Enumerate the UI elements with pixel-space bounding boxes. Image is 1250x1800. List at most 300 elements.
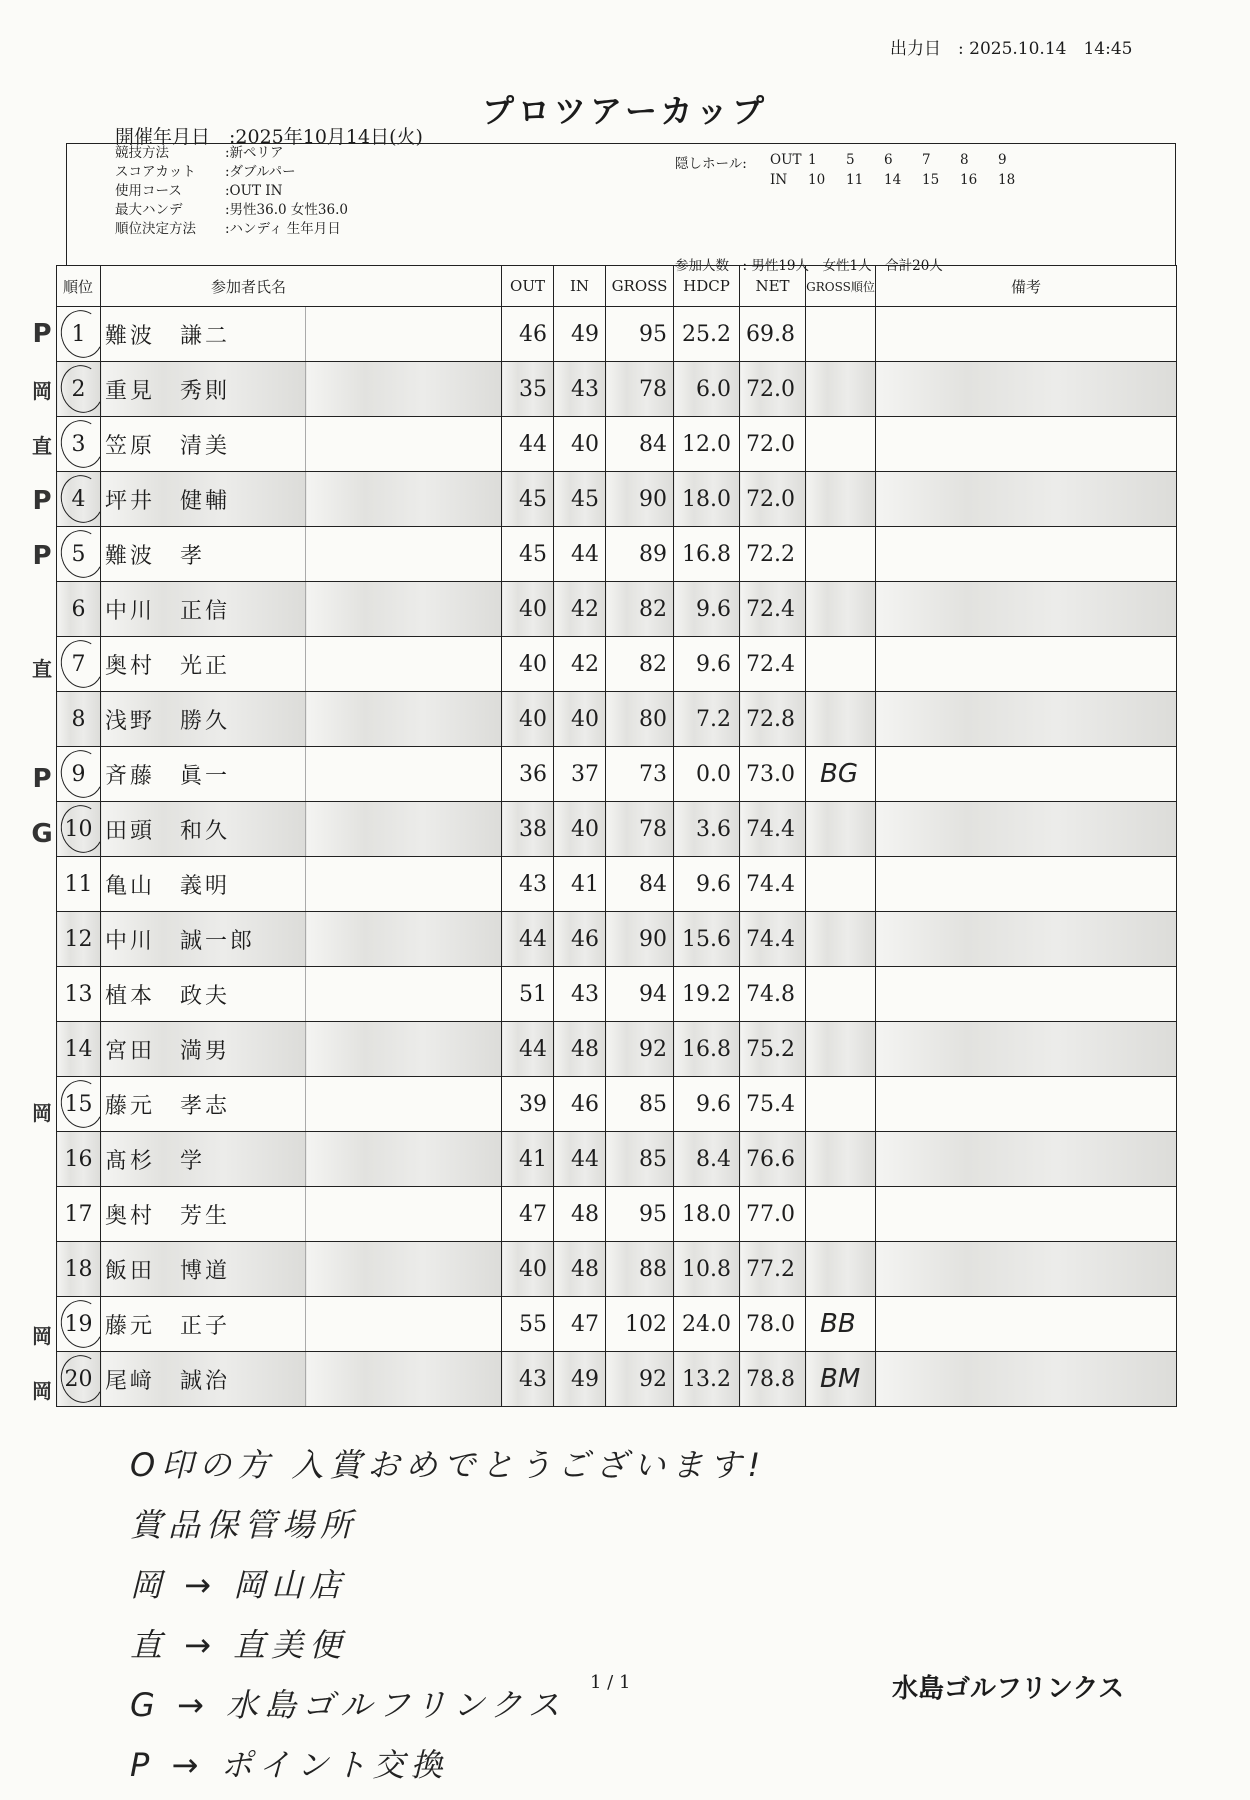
table-row <box>57 1242 1177 1297</box>
remarks-cell <box>876 1022 1177 1077</box>
name-spacer <box>306 527 502 582</box>
rank-cell <box>57 912 101 967</box>
out-score: 46 <box>502 307 554 362</box>
results-table-wrap <box>31 265 1176 1407</box>
rank-number: 9 <box>71 761 86 787</box>
header-rank: 順位 <box>57 266 101 307</box>
handicap: 25.2 <box>674 307 740 362</box>
handicap: 24.0 <box>674 1297 740 1352</box>
page-number: 1 / 1 <box>590 1672 631 1693</box>
table-header-row <box>57 266 1177 307</box>
table-row <box>57 527 1177 582</box>
remarks-cell <box>876 1132 1177 1187</box>
header-net: NET <box>740 266 806 307</box>
out-score: 43 <box>502 1352 554 1407</box>
handicap: 0.0 <box>674 747 740 802</box>
results-table <box>56 265 1177 1407</box>
prize-location-mark: P <box>32 319 52 349</box>
player-name: 尾﨑 誠治 <box>101 1352 306 1407</box>
out-score: 41 <box>502 1132 554 1187</box>
remarks-cell <box>876 747 1177 802</box>
table-row <box>57 967 1177 1022</box>
rank-cell <box>57 692 101 747</box>
handicap: 8.4 <box>674 1132 740 1187</box>
gross-rank-remark <box>806 1077 876 1132</box>
player-name: 難波 謙二 <box>101 307 306 362</box>
gross-rank-remark <box>806 692 876 747</box>
output-date: 出力日 : 2025.10.14 14:45 <box>890 39 1133 59</box>
remarks-cell <box>876 692 1177 747</box>
rank-number: 15 <box>64 1091 93 1117</box>
info-value: :新ペリア <box>225 145 284 161</box>
in-score: 40 <box>554 802 606 857</box>
rank-number: 8 <box>71 706 86 732</box>
prize-location-mark: 岡 <box>32 1101 52 1126</box>
net-score: 72.0 <box>740 417 806 472</box>
name-spacer <box>306 1242 502 1297</box>
in-score: 42 <box>554 582 606 637</box>
net-score: 72.4 <box>740 582 806 637</box>
remarks-cell <box>876 307 1177 362</box>
table-row <box>57 802 1177 857</box>
out-score: 55 <box>502 1297 554 1352</box>
gross-rank-remark <box>806 1132 876 1187</box>
name-spacer <box>306 1187 502 1242</box>
info-label: 順位決定方法 <box>115 221 196 237</box>
out-score: 35 <box>502 362 554 417</box>
info-label: 競技方法 <box>115 145 169 161</box>
gross-score: 92 <box>606 1352 674 1407</box>
in-score: 37 <box>554 747 606 802</box>
name-spacer <box>306 362 502 417</box>
gross-rank-remark <box>806 582 876 637</box>
hidden-holes-in <box>770 172 1036 188</box>
gross-score: 84 <box>606 857 674 912</box>
hidden-holes-out-label: OUT <box>770 152 802 168</box>
table-row <box>57 1187 1177 1242</box>
net-score: 72.2 <box>740 527 806 582</box>
out-score: 45 <box>502 472 554 527</box>
remarks-cell <box>876 417 1177 472</box>
in-score: 49 <box>554 307 606 362</box>
prize-location-mark: P <box>32 485 52 516</box>
handwritten-line: G → 水島ゴルフリンクス <box>130 1686 566 1724</box>
gross-rank-remark <box>806 307 876 362</box>
rank-number: 14 <box>64 1036 93 1062</box>
gross-score: 84 <box>606 417 674 472</box>
net-score: 77.0 <box>740 1187 806 1242</box>
competition-info-row <box>115 141 284 161</box>
rank-cell <box>57 472 101 527</box>
out-score: 40 <box>502 637 554 692</box>
hidden-holes <box>675 152 1016 188</box>
gross-rank-remark <box>806 472 876 527</box>
table-row <box>57 637 1177 692</box>
header-gross: GROSS <box>606 266 674 307</box>
table-row <box>57 472 1177 527</box>
in-score: 44 <box>554 1132 606 1187</box>
gross-score: 80 <box>606 692 674 747</box>
hidden-hole-number: 8 <box>960 152 969 168</box>
out-score: 43 <box>502 857 554 912</box>
info-value: :ダブルパー <box>225 164 296 180</box>
rank-number: 18 <box>64 1256 93 1282</box>
handwritten-line: 直 → 直美便 <box>130 1626 348 1664</box>
name-spacer <box>306 747 502 802</box>
gross-rank-remark <box>806 1187 876 1242</box>
remarks-cell <box>876 472 1177 527</box>
table-row <box>57 1077 1177 1132</box>
prize-location-mark: P <box>32 763 52 794</box>
rank-number: 10 <box>64 816 93 842</box>
name-spacer <box>306 417 502 472</box>
rank-number: 2 <box>71 376 86 402</box>
gross-score: 94 <box>606 967 674 1022</box>
in-score: 45 <box>554 472 606 527</box>
hidden-hole-number: 11 <box>846 172 864 188</box>
in-score: 47 <box>554 1297 606 1352</box>
net-score: 72.0 <box>740 472 806 527</box>
in-score: 40 <box>554 417 606 472</box>
hidden-holes-label: 隠しホール: <box>675 156 747 172</box>
remarks-cell <box>876 912 1177 967</box>
table-row <box>57 747 1177 802</box>
handicap: 9.6 <box>674 857 740 912</box>
table-row <box>57 912 1177 967</box>
net-score: 74.4 <box>740 802 806 857</box>
gross-rank-remark <box>806 1022 876 1077</box>
handicap: 18.0 <box>674 472 740 527</box>
hidden-hole-number: 10 <box>808 172 826 188</box>
out-score: 36 <box>502 747 554 802</box>
gross-score: 102 <box>606 1297 674 1352</box>
hidden-hole-number: 5 <box>846 152 855 168</box>
rank-number: 17 <box>64 1201 93 1227</box>
prize-location-mark: 岡 <box>32 1323 52 1348</box>
player-name: 髙杉 学 <box>101 1132 306 1187</box>
name-spacer <box>306 1352 502 1407</box>
player-name: 宮田 満男 <box>101 1022 306 1077</box>
player-name: 藤元 孝志 <box>101 1077 306 1132</box>
table-row <box>57 307 1177 362</box>
player-name: 亀山 義明 <box>101 857 306 912</box>
out-score: 44 <box>502 912 554 967</box>
remarks-cell <box>876 362 1177 417</box>
handicap: 15.6 <box>674 912 740 967</box>
rank-number: 6 <box>71 596 86 622</box>
in-score: 48 <box>554 1022 606 1077</box>
player-name: 中川 誠一郎 <box>101 912 306 967</box>
player-name: 斉藤 眞一 <box>101 747 306 802</box>
out-score: 40 <box>502 1242 554 1297</box>
rank-cell <box>57 967 101 1022</box>
prize-location-mark: 直 <box>32 656 52 681</box>
gross-score: 73 <box>606 747 674 802</box>
net-score: 76.6 <box>740 1132 806 1187</box>
competition-info-row <box>115 160 296 180</box>
header-in: IN <box>554 266 606 307</box>
net-score: 74.8 <box>740 967 806 1022</box>
rank-cell <box>57 1242 101 1297</box>
gross-score: 95 <box>606 1187 674 1242</box>
player-name: 浅野 勝久 <box>101 692 306 747</box>
remarks-cell <box>876 1077 1177 1132</box>
rank-number: 3 <box>71 431 86 457</box>
handicap: 16.8 <box>674 527 740 582</box>
gross-rank-remark <box>806 362 876 417</box>
rank-cell <box>57 362 101 417</box>
player-name: 中川 正信 <box>101 582 306 637</box>
gross-rank-remark: BM <box>806 1352 876 1407</box>
info-value: :OUT IN <box>225 183 283 199</box>
in-score: 49 <box>554 1352 606 1407</box>
prize-location-mark: 直 <box>32 434 52 459</box>
competition-info-box <box>66 143 1176 274</box>
header-gross-rank: GROSS順位 <box>806 266 876 307</box>
out-score: 44 <box>502 417 554 472</box>
name-spacer <box>306 1297 502 1352</box>
player-name: 飯田 博道 <box>101 1242 306 1297</box>
net-score: 75.4 <box>740 1077 806 1132</box>
player-name: 田頭 和久 <box>101 802 306 857</box>
header-out: OUT <box>502 266 554 307</box>
out-score: 38 <box>502 802 554 857</box>
info-value: :男性36.0 女性36.0 <box>225 202 348 218</box>
header-name: 参加者氏名 <box>101 266 502 307</box>
remarks-cell <box>876 1352 1177 1407</box>
gross-rank-remark <box>806 802 876 857</box>
name-spacer <box>306 582 502 637</box>
gross-score: 78 <box>606 802 674 857</box>
participant-count: 参加人数 : 男性19人 女性1人 合計20人 <box>675 258 943 274</box>
handwritten-line: 賞品保管場所 <box>130 1506 359 1544</box>
net-score: 77.2 <box>740 1242 806 1297</box>
gross-score: 85 <box>606 1132 674 1187</box>
in-score: 43 <box>554 967 606 1022</box>
prize-location-mark: G <box>31 819 53 850</box>
table-row <box>57 1132 1177 1187</box>
handicap: 9.6 <box>674 637 740 692</box>
hidden-holes-out <box>770 152 1036 168</box>
in-score: 41 <box>554 857 606 912</box>
in-score: 43 <box>554 362 606 417</box>
rank-cell <box>57 582 101 637</box>
in-score: 48 <box>554 1242 606 1297</box>
net-score: 69.8 <box>740 307 806 362</box>
net-score: 72.4 <box>740 637 806 692</box>
in-score: 40 <box>554 692 606 747</box>
net-score: 72.8 <box>740 692 806 747</box>
rank-cell <box>57 1352 101 1407</box>
gross-rank-remark <box>806 857 876 912</box>
rank-number: 11 <box>64 871 93 897</box>
handicap: 19.2 <box>674 967 740 1022</box>
prize-location-mark: P <box>32 541 52 572</box>
gross-score: 90 <box>606 472 674 527</box>
hidden-hole-number: 16 <box>960 172 978 188</box>
rank-cell <box>57 1297 101 1352</box>
table-row <box>57 1297 1177 1352</box>
gross-score: 82 <box>606 582 674 637</box>
name-spacer <box>306 692 502 747</box>
competition-info-row <box>115 179 282 199</box>
gross-score: 85 <box>606 1077 674 1132</box>
rank-number: 13 <box>64 981 93 1007</box>
gross-rank-remark <box>806 1242 876 1297</box>
net-score: 73.0 <box>740 747 806 802</box>
rank-cell <box>57 1077 101 1132</box>
gross-rank-remark: BB <box>806 1297 876 1352</box>
name-spacer <box>306 637 502 692</box>
rank-cell <box>57 417 101 472</box>
rank-cell <box>57 527 101 582</box>
player-name: 坪井 健輔 <box>101 472 306 527</box>
in-score: 46 <box>554 1077 606 1132</box>
event-date: 開催年月日 :2025年10月14日(火) <box>115 126 423 148</box>
gross-score: 92 <box>606 1022 674 1077</box>
info-label: スコアカット <box>115 164 196 180</box>
rank-cell <box>57 1022 101 1077</box>
rank-cell <box>57 1132 101 1187</box>
handwritten-line: 岡 → 岡山店 <box>130 1566 348 1604</box>
remarks-cell <box>876 1297 1177 1352</box>
rank-cell <box>57 307 101 362</box>
hidden-hole-number: 14 <box>884 172 902 188</box>
player-name: 重見 秀則 <box>101 362 306 417</box>
gross-rank-remark <box>806 912 876 967</box>
rank-number: 7 <box>71 651 86 677</box>
gross-rank-remark <box>806 967 876 1022</box>
info-value: :ハンディ 生年月日 <box>225 221 341 237</box>
net-score: 78.0 <box>740 1297 806 1352</box>
handicap: 6.0 <box>674 362 740 417</box>
hidden-hole-number: 7 <box>922 152 931 168</box>
in-score: 44 <box>554 527 606 582</box>
gross-score: 95 <box>606 307 674 362</box>
in-score: 46 <box>554 912 606 967</box>
name-spacer <box>306 1132 502 1187</box>
name-spacer <box>306 967 502 1022</box>
rank-number: 1 <box>71 321 86 347</box>
handicap: 16.8 <box>674 1022 740 1077</box>
handicap: 10.8 <box>674 1242 740 1297</box>
handicap: 9.6 <box>674 582 740 637</box>
net-score: 75.2 <box>740 1022 806 1077</box>
handwritten-line: O印の方 入賞おめでとうございます! <box>130 1446 767 1484</box>
handicap: 7.2 <box>674 692 740 747</box>
table-row <box>57 582 1177 637</box>
handwritten-line: P → ポイント交換 <box>130 1746 449 1784</box>
net-score: 74.4 <box>740 912 806 967</box>
rank-cell <box>57 802 101 857</box>
handicap: 13.2 <box>674 1352 740 1407</box>
out-score: 40 <box>502 582 554 637</box>
rank-number: 20 <box>64 1366 93 1392</box>
gross-rank-remark <box>806 417 876 472</box>
handwritten-notes <box>130 1440 766 1800</box>
player-name: 難波 孝 <box>101 527 306 582</box>
gross-rank-remark <box>806 527 876 582</box>
hidden-holes-in-label: IN <box>770 172 788 188</box>
table-row <box>57 692 1177 747</box>
rank-number: 16 <box>64 1146 93 1172</box>
handicap: 9.6 <box>674 1077 740 1132</box>
gross-score: 82 <box>606 637 674 692</box>
handicap: 12.0 <box>674 417 740 472</box>
gross-score: 88 <box>606 1242 674 1297</box>
info-label: 最大ハンデ <box>115 202 183 218</box>
gross-score: 89 <box>606 527 674 582</box>
header-hdcp: HDCP <box>674 266 740 307</box>
prize-location-mark: 岡 <box>32 1379 52 1404</box>
table-row <box>57 362 1177 417</box>
name-spacer <box>306 472 502 527</box>
hidden-hole-number: 15 <box>922 172 940 188</box>
name-spacer <box>306 1022 502 1077</box>
in-score: 42 <box>554 637 606 692</box>
hidden-hole-number: 1 <box>808 152 817 168</box>
handicap: 18.0 <box>674 1187 740 1242</box>
prize-location-mark: 岡 <box>32 378 52 403</box>
rank-number: 12 <box>64 926 93 952</box>
remarks-cell <box>876 1242 1177 1297</box>
page-title: プロツアーカップ <box>481 92 769 130</box>
name-spacer <box>306 1077 502 1132</box>
remarks-cell <box>876 582 1177 637</box>
player-name: 奥村 芳生 <box>101 1187 306 1242</box>
rank-number: 4 <box>71 486 86 512</box>
remarks-cell <box>876 527 1177 582</box>
out-score: 45 <box>502 527 554 582</box>
name-spacer <box>306 802 502 857</box>
rank-cell <box>57 637 101 692</box>
rank-cell <box>57 857 101 912</box>
remarks-cell <box>876 857 1177 912</box>
out-score: 51 <box>502 967 554 1022</box>
rank-number: 5 <box>71 541 86 567</box>
rank-cell <box>57 747 101 802</box>
rank-cell <box>57 1187 101 1242</box>
competition-info-row <box>115 217 341 237</box>
in-score: 48 <box>554 1187 606 1242</box>
hidden-hole-number: 18 <box>998 172 1016 188</box>
rank-number: 19 <box>64 1311 93 1337</box>
remarks-cell <box>876 802 1177 857</box>
name-spacer <box>306 857 502 912</box>
player-name: 藤元 正子 <box>101 1297 306 1352</box>
player-name: 笠原 清美 <box>101 417 306 472</box>
footer-brand: 水島ゴルフリンクス <box>892 1674 1125 1704</box>
table-row <box>57 417 1177 472</box>
remarks-cell <box>876 1187 1177 1242</box>
gross-rank-remark <box>806 637 876 692</box>
remarks-cell <box>876 967 1177 1022</box>
hidden-hole-number: 9 <box>998 152 1007 168</box>
out-score: 39 <box>502 1077 554 1132</box>
table-row <box>57 1022 1177 1077</box>
net-score: 74.4 <box>740 857 806 912</box>
handicap: 3.6 <box>674 802 740 857</box>
competition-info-row <box>115 198 348 218</box>
header-remarks: 備考 <box>876 266 1177 307</box>
out-score: 40 <box>502 692 554 747</box>
out-score: 44 <box>502 1022 554 1077</box>
hidden-hole-number: 6 <box>884 152 893 168</box>
gross-score: 90 <box>606 912 674 967</box>
remarks-cell <box>876 637 1177 692</box>
player-name: 奥村 光正 <box>101 637 306 692</box>
gross-rank-remark: BG <box>806 747 876 802</box>
